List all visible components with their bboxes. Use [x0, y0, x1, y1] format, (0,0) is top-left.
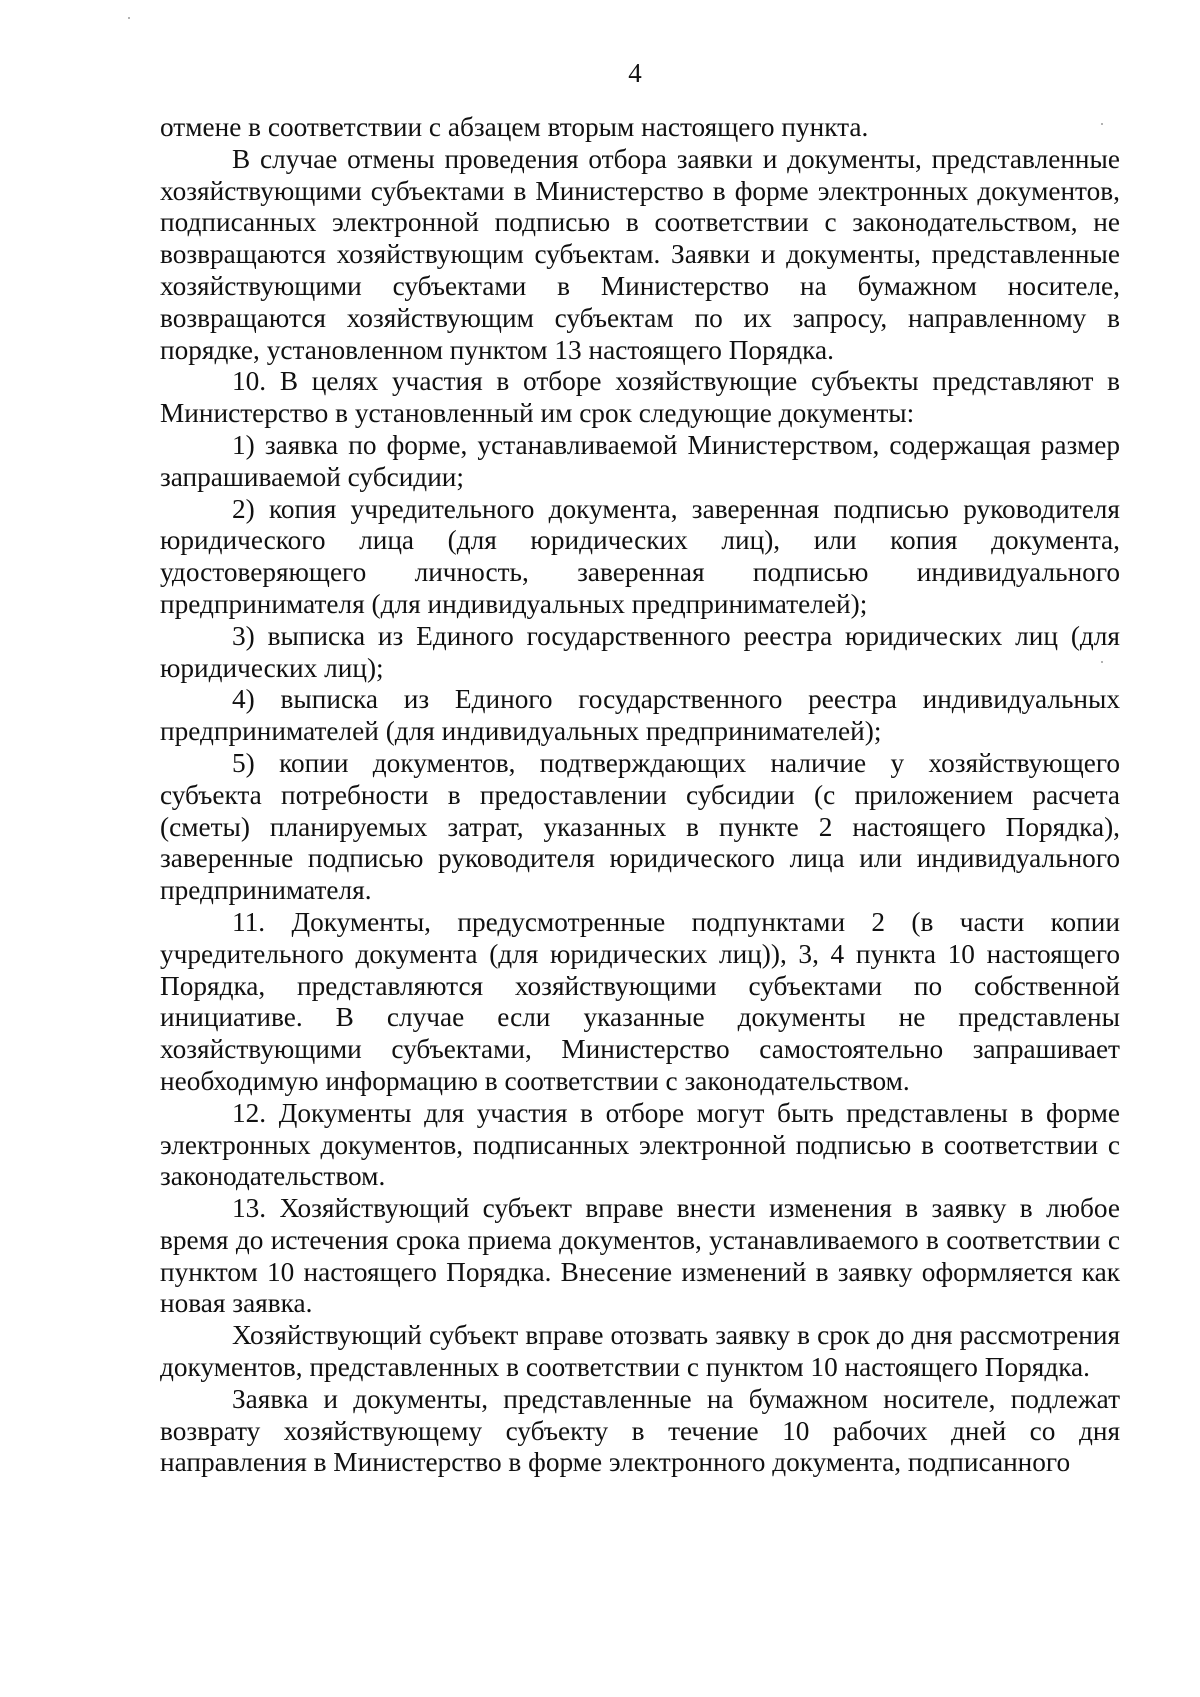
paragraph-paper-return: Заявка и документы, представленные на бумажном носителе, подлежат возврату хозяйствующему субъекту в течение 10 рабочих дней со дня направления в Министерство в форме электронного документа, подписанного — [160, 1383, 1120, 1478]
subitem-1: 1) заявка по форме, устанавливаемой Министерством, содержащая размер запрашиваемой субсидии; — [160, 429, 1120, 492]
paragraph-withdraw-application: Хозяйствующий субъект вправе отозвать заявку в срок до дня рассмотрения документов, представленных в соответствии с пунктом 10 настоящего Порядка. — [160, 1320, 1120, 1383]
scan-speck — [128, 17, 130, 19]
paragraph-item-12: 12. Документы для участия в отборе могут быть представлены в форме электронных документов, подписанных электронной подписью в соответствии с законодательством. — [160, 1097, 1120, 1192]
document-body — [160, 112, 1120, 1479]
paragraph-cancel-selection: В случае отмены проведения отбора заявки и документы, представленные хозяйствующими субъектами в Министерство в форме электронных документов, подписанных электронной подписью в соответствии с законодательством, не возвращаются хозяйствующим субъектам. Заявки и документы, представленные хозяйствующими субъектами в Министерство на бумажном носителе, возвращаются хозяйствующим субъектам по их запросу, направленному в порядке, установленном пунктом 13 настоящего Порядка. — [160, 143, 1120, 365]
subitem-4: 4) выписка из Единого государственного реестра индивидуальных предпринимателей (для индивидуальных предпринимателей); — [160, 684, 1120, 747]
paragraph-item-13: 13. Хозяйствующий субъект вправе внести изменения в заявку в любое время до истечения срока приема документов, устанавливаемого в соответствии с пунктом 10 настоящего Порядка. Внесение изменений в заявку оформляется как новая заявка. — [160, 1193, 1120, 1319]
paragraph-item-10: 10. В целях участия в отборе хозяйствующие субъекты представляют в Министерство в установленный им срок следующие документы: — [160, 366, 1120, 429]
paragraph-item-11: 11. Документы, предусмотренные подпунктами 2 (в части копии учредительного документа (для юридических лиц)), 3, 4 пункта 10 настоящего Порядка, представляются хозяйствующими субъектами по собственной инициативе. В случае если указанные документы не представлены хозяйствующими субъектами, Министерство самостоятельно запрашивает необходимую информацию в соответствии с законодательством. — [160, 906, 1120, 1096]
subitem-5: 5) копии документов, подтверждающих наличие у хозяйствующего субъекта потребности в предоставлении субсидии (с приложением расчета (сметы) планируемых затрат, указанных в пункте 2 настоящего Порядка), заверенные подписью руководителя юридического лица или индивидуального предпринимателя. — [160, 747, 1120, 906]
subitem-3: 3) выписка из Единого государственного реестра юридических лиц (для юридических лиц); — [160, 620, 1120, 683]
page-number: 4 — [628, 58, 642, 88]
paragraph-continuation: отмене в соответствии с абзацем вторым настоящего пункта. — [160, 112, 869, 142]
subitem-2: 2) копия учредительного документа, заверенная подписью руководителя юридического лица (для юридических лиц), или копия документа, удостоверяющего личность, заверенная подписью индивидуального предпринимателя (для индивидуальных предпринимателей); — [160, 493, 1120, 619]
